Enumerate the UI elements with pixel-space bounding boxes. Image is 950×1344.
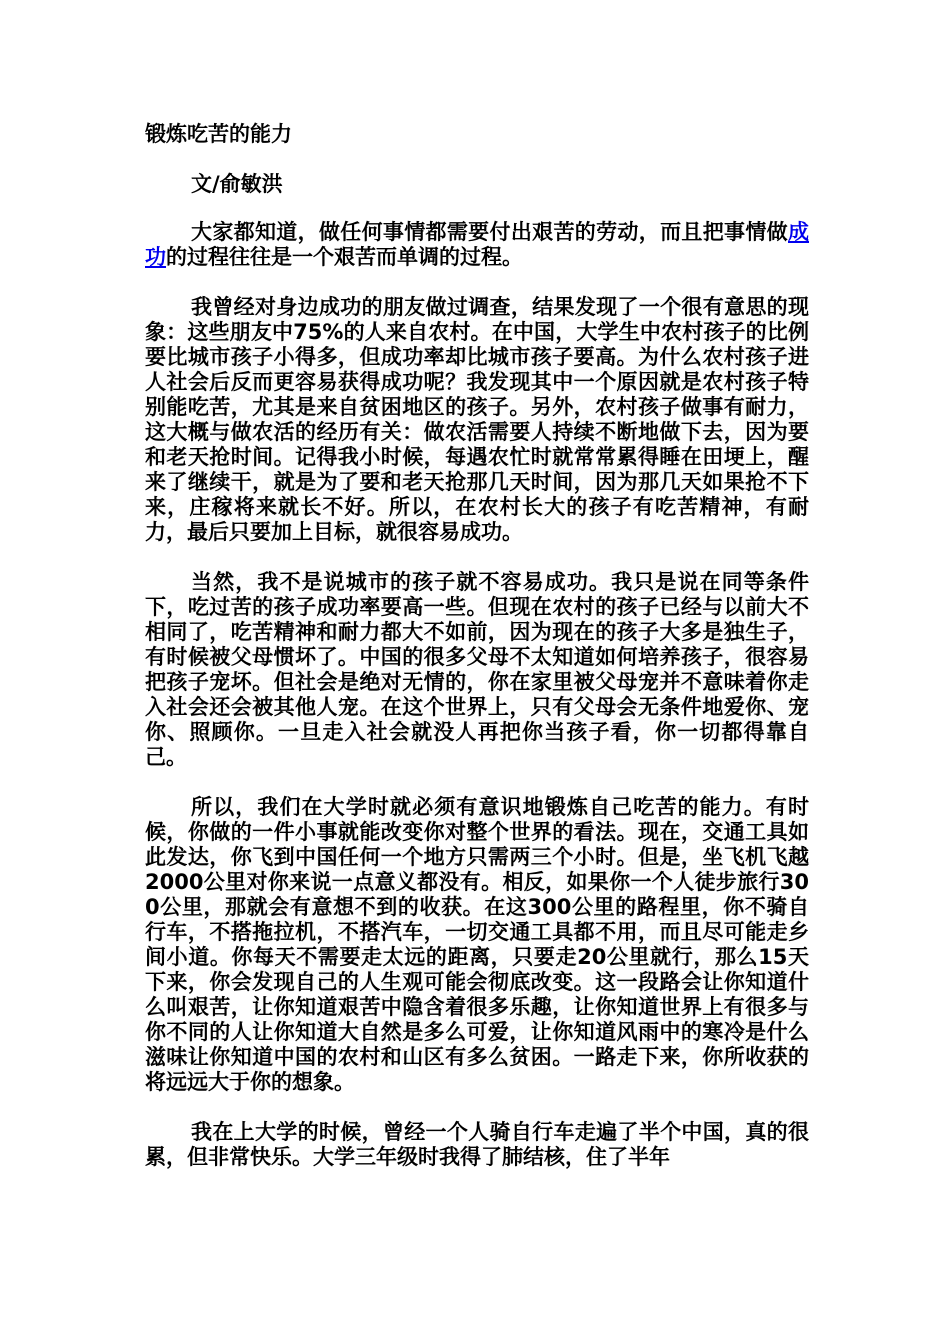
paragraph-1-text-before: 大家都知道，做任何事情都需要付出艰苦的劳动，而且把事情做: [191, 220, 788, 244]
paragraph-5: 我在上大学的时候，曾经一个人骑自行车走遍了半个中国，真的很累，但非常快乐。大学三年级时我得了肺结核，住了半年: [145, 1120, 809, 1169]
paragraph-2: 我曾经对身边成功的朋友做过调查，结果发现了一个很有意思的现象：这些朋友中75%的人来自农村。在中国，大学生中农村孩子的比例要比城市孩子小得多，但成功率却比城市孩子要高。为什么农村孩子进人社会后反而更容易获得成功呢？我发现其中一个原因就是农村孩子特别能吃苦，尤其是来自贫困地区的孩子。另外，农村孩子做事有耐力，这大概与做农活的经历有关：做农活需要人持续不断地做下去，因为要和老天抢时间。记得我小时候，每遇农忙时就常常累得睡在田埂上，醒来了继续干，就是为了要和老天抢那几天时间，因为那几天如果抢不下来，庄稼将来就长不好。所以，在农村长大的孩子有吃苦精神，有耐力，最后只要加上目标，就很容易成功。: [145, 295, 809, 544]
paragraph-1: [145, 220, 809, 270]
paragraph-4: 所以，我们在大学时就必须有意识地锻炼自己吃苦的能力。有时候，你做的一件小事就能改变你对整个世界的看法。现在，交通工具如此发达，你飞到中国任何一个地方只需两三个小时。但是，坐飞机飞越2000公里对你来说一点意义都没有。相反，如果你一个人徒步旅行300公里，那就会有意想不到的收获。在这300公里的路程里，你不骑自行车，不搭拖拉机，不搭汽车，一切交通工具都不用，而且尽可能走乡间小道。你每天不需要走太远的距离，只要走20公里就行，那么15天下来，你会发现自己的人生观可能会彻底改变。这一段路会让你知道什么叫艰苦，让你知道艰苦中隐含着很多乐趣，让你知道世界上有很多与你不同的人让你知道大自然是多么可爱，让你知道风雨中的寒冷是什么滋味让你知道中国的农村和山区有多么贫困。一路走下来，你所收获的将远远大于你的想象。: [145, 795, 809, 1094]
document-title: 锻炼吃苦的能力: [145, 122, 292, 146]
document-page: [145, 120, 809, 1195]
paragraph-3: 当然，我不是说城市的孩子就不容易成功。我只是说在同等条件下，吃过苦的孩子成功率要高一些。但现在农村的孩子已经与以前大不相同了，吃苦精神和耐力都大不如前，因为现在的孩子大多是独生子，有时候被父母惯坏了。中国的很多父母不太知道如何培养孩子，很容易把孩子宠坏。但社会是绝对无情的，你在家里被父母宠并不意味着你走入社会还会被其他人宠。在这个世界上，只有父母会无条件地爱你、宠你、照顾你。一旦走入社会就没人再把你当孩子看，你一切都得靠自己。: [145, 570, 809, 769]
document-author: 文/俞敏洪: [191, 172, 283, 196]
paragraph-1-text-after: 的过程往往是一个艰苦而单调的过程。: [166, 245, 523, 269]
success-link[interactable]: 成功: [145, 220, 809, 269]
